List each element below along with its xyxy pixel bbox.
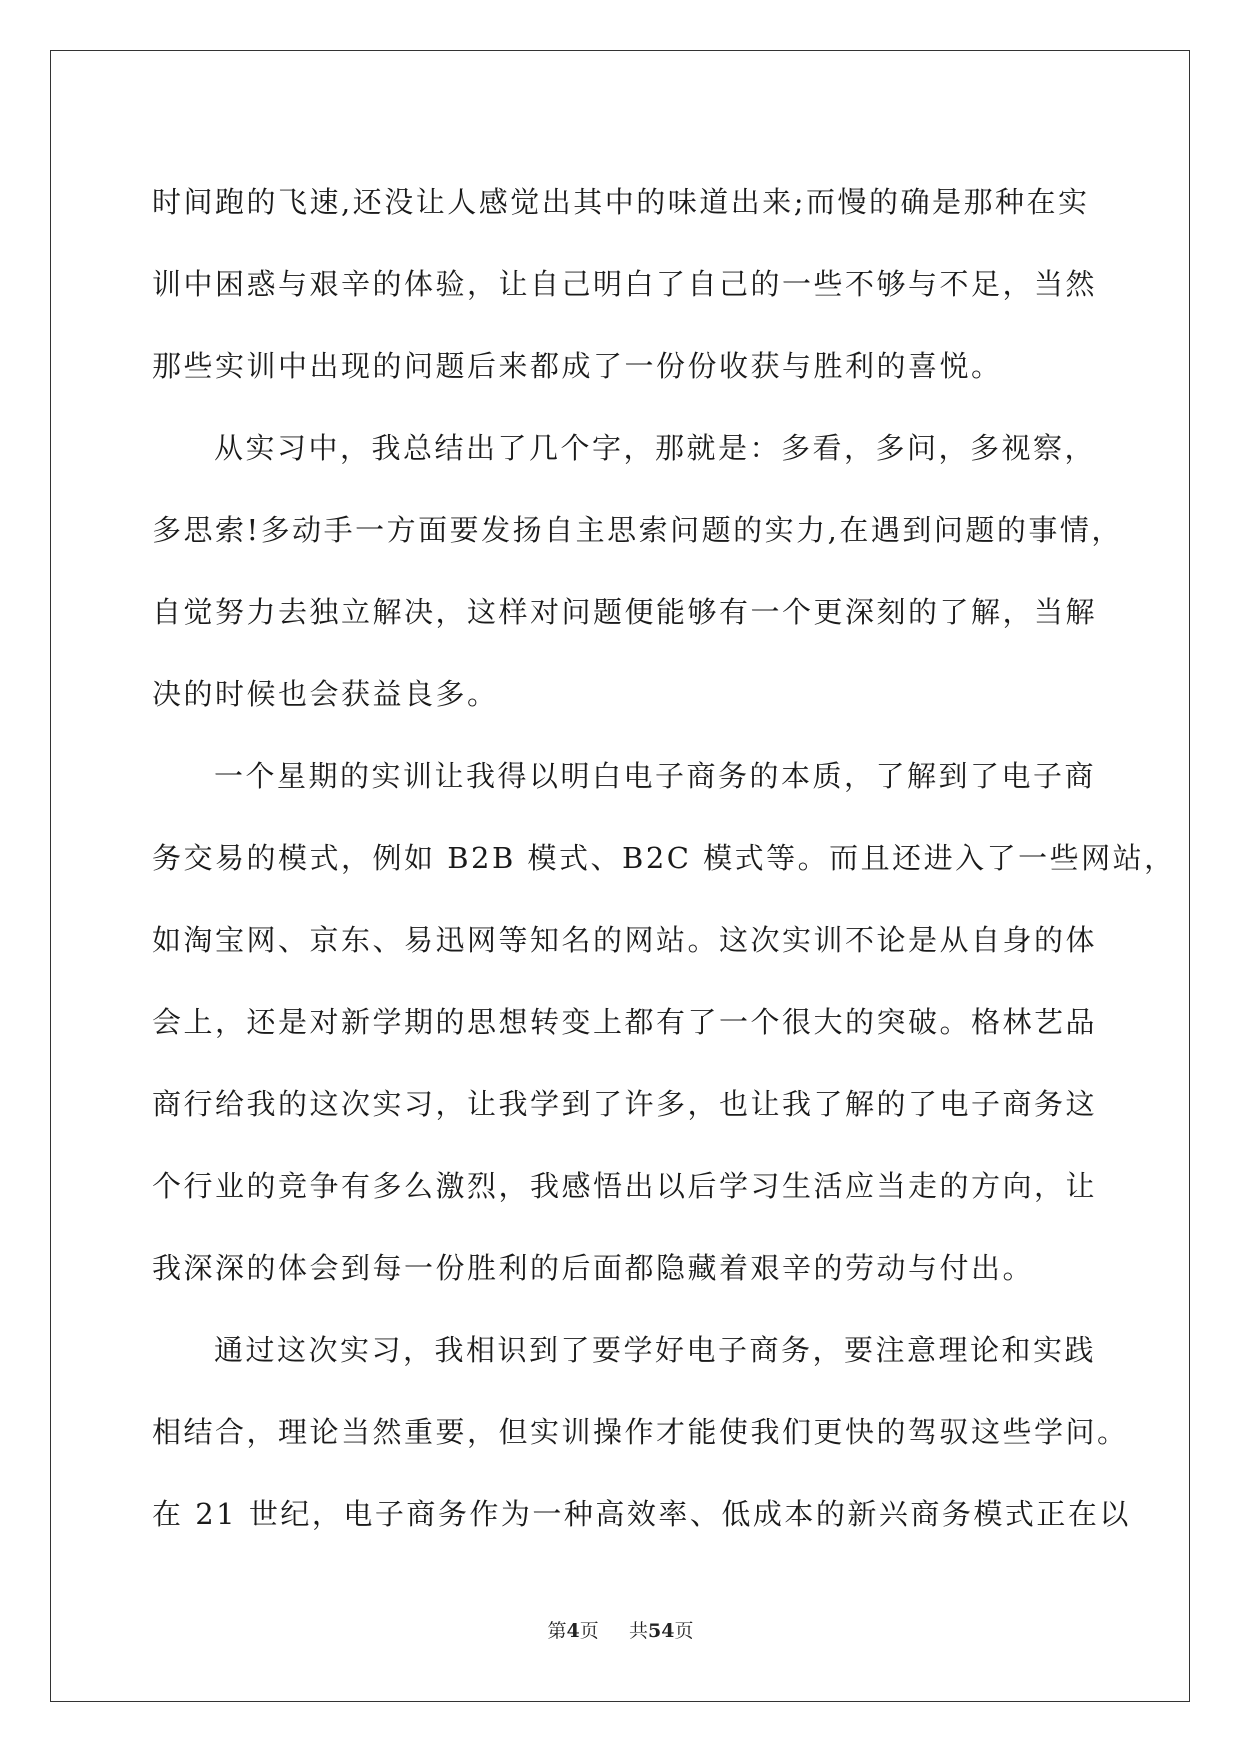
text-line: 通过这次实习，我相识到了要学好电子商务，要注意理论和实践 [214, 1333, 1097, 1367]
total-prefix: 共 [628, 1620, 648, 1642]
text-line: 决的时候也会获益良多。 [152, 677, 499, 711]
page-suffix: 页 [579, 1620, 599, 1642]
total-suffix: 页 [674, 1620, 694, 1642]
page-footer [0, 1616, 1241, 1643]
text-line: 自觉努力去独立解决，这样对问题便能够有一个更深刻的了解，当解 [152, 595, 1098, 629]
text-line: 一个星期的实训让我得以明白电子商务的本质，了解到了电子商 [214, 759, 1097, 793]
page-prefix: 第 [547, 1620, 567, 1642]
text-line: 多思索!多动手一方面要发扬自主思索问题的实力,在遇到问题的事情， [152, 513, 1123, 547]
text-line: 会上，还是对新学期的思想转变上都有了一个很大的突破。格林艺品 [152, 1005, 1098, 1039]
text-line: 商行给我的这次实习，让我学到了许多，也让我了解的了电子商务这 [152, 1087, 1098, 1121]
document-body [152, 161, 1176, 1555]
text-line: 我深深的体会到每一份胜利的后面都隐藏着艰辛的劳动与付出。 [152, 1251, 1035, 1285]
total-pages: 54 [648, 1620, 675, 1642]
text-line: 如淘宝网、京东、易迅网等知名的网站。这次实训不论是从自身的体 [152, 923, 1098, 957]
text-line: 个行业的竞争有多么激烈，我感悟出以后学习生活应当走的方向，让 [152, 1169, 1098, 1203]
text-line: 从实习中，我总结出了几个字，那就是：多看，多问，多视察， [214, 431, 1097, 465]
text-line: 务交易的模式，例如 B2B 模式、B2C 模式等。而且还进入了一些网站， [152, 841, 1176, 875]
page-number: 4 [566, 1620, 580, 1642]
text-line: 那些实训中出现的问题后来都成了一份份收获与胜利的喜悦。 [152, 349, 1003, 383]
text-line: 在 21 世纪，电子商务作为一种高效率、低成本的新兴商务模式正在以 [152, 1497, 1131, 1531]
text-line: 训中困惑与艰辛的体验，让自己明白了自己的一些不够与不足，当然 [152, 267, 1098, 301]
text-line: 相结合，理论当然重要，但实训操作才能使我们更快的驾驭这些学问。 [152, 1415, 1129, 1449]
text-line: 时间跑的飞速,还没让人感觉出其中的味道出来;而慢的确是那种在实 [152, 185, 1090, 219]
